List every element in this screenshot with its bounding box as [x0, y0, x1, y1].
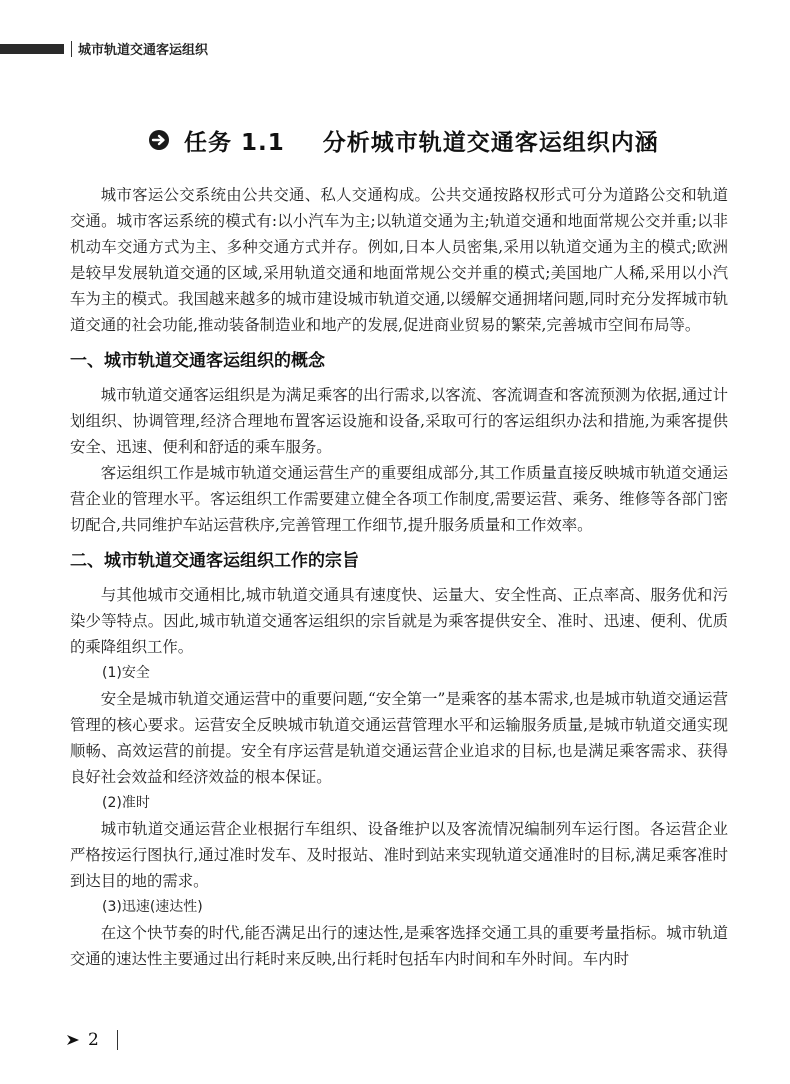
item-text-safety: 安全是城市轨道交通运营中的重要问题,“安全第一”是乘客的基本需求,也是城市轨道交通运营管理的核心要求。运营安全反映城市轨道交通运营管理水平和运输服务质量,是城市轨道交通实现顺畅、高效运营的前提。安全有序运营是轨道交通运营企业追求的目标,也是满足乘客需求、获得良好社会效益和经济效益的根本保证。 — [70, 690, 728, 786]
header-divider — [71, 41, 72, 57]
page-number: 2 — [88, 1030, 99, 1050]
arrow-circle-icon — [148, 129, 170, 151]
item-label-speed: (3)迅速(速达性) — [102, 899, 203, 915]
section-1-paragraph: 城市轨道交通客运组织是为满足乘客的出行需求,以客流、客流调查和客流预测为依据,通过计划组织、协调管理,经济合理地布置客运设施和设备,采取可行的客运组织办法和措施,为乘客提供安全、迅速、便利和舒适的乘车服务。 — [70, 386, 728, 456]
task-label: 任务 1.1 — [184, 129, 285, 156]
main-content — [70, 182, 728, 972]
item-text-speed: 在这个快节奏的时代,能否满足出行的速达性,是乘客选择交通工具的重要考量指标。城市轨道交通的速达性主要通过出行耗时来反映,出行耗时包括车内时间和车外时间。车内时 — [70, 924, 728, 968]
header-title: 城市轨道交通客运组织 — [78, 43, 209, 58]
section-2-heading: 二、城市轨道交通客运组织工作的宗旨 — [70, 551, 359, 571]
section-1-heading: 一、城市轨道交通客运组织的概念 — [70, 351, 325, 371]
section-1-paragraph: 客运组织工作是城市轨道交通运营生产的重要组成部分,其工作质量直接反映城市轨道交通运营企业的管理水平。客运组织工作需要建立健全各项工作制度,需要运营、乘务、维修等各部门密切配合,共同维护车站运营秩序,完善管理工作细节,提升服务质量和工作效率。 — [70, 464, 728, 534]
page-footer — [66, 1028, 118, 1052]
footer-divider — [117, 1030, 118, 1050]
intro-paragraph: 城市客运公交系统由公共交通、私人交通构成。公共交通按路权形式可分为道路公交和轨道交通。城市客运系统的模式有:以小汽车为主;以轨道交通为主;轨道交通和地面常规公交并重;以非机动车交通方式为主、多种交通方式并存。例如,日本人员密集,采用以轨道交通为主的模式;欧洲是较早发展轨道交通的区域,采用轨道交通和地面常规公交并重的模式;美国地广人稀,采用以小汽车为主的模式。我国越来越多的城市建设城市轨道交通,以缓解交通拥堵问题,同时充分发挥城市轨道交通的社会功能,推动装备制造业和地产的发展,促进商业贸易的繁荣,完善城市空间布局等。 — [70, 186, 728, 334]
task-name: 分析城市轨道交通客运组织内涵 — [322, 129, 659, 156]
header-bar — [0, 44, 64, 54]
item-label-punctuality: (2)准时 — [102, 795, 150, 811]
item-text-punctuality: 城市轨道交通运营企业根据行车组织、设备维护以及客流情况编制列车运行图。各运营企业严格按运行图执行,通过准时发车、及时报站、准时到站来实现轨道交通准时的目标,满足乘客准时到达目的地的需求。 — [70, 820, 728, 890]
item-label-safety: (1)安全 — [102, 665, 150, 681]
arrow-right-icon — [66, 1034, 80, 1046]
task-title — [148, 124, 659, 156]
section-2-intro: 与其他城市交通相比,城市轨道交通具有速度快、运量大、安全性高、正点率高、服务优和污染少等特点。因此,城市轨道交通客运组织的宗旨就是为乘客提供安全、准时、迅速、便利、优质的乘降组织工作。 — [70, 586, 728, 656]
running-header — [0, 38, 790, 60]
